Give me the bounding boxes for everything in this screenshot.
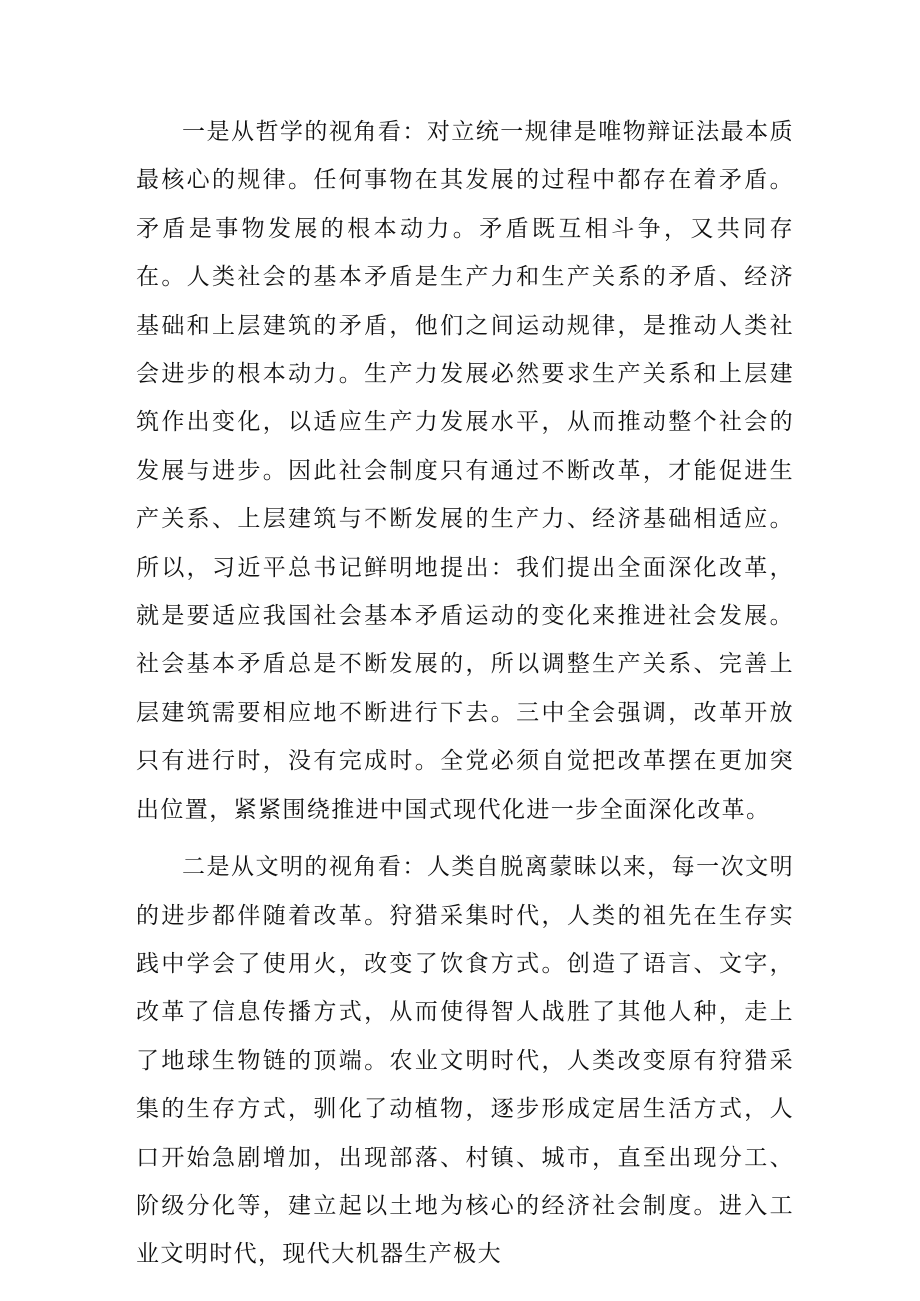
document-body: [136, 108, 794, 1279]
paragraph-civilization: 二是从文明的视角看：人类自脱离蒙昧以来，每一次文明的进步都伴随着改革。狩猎采集时代，人类的祖先在生存实践中学会了使用火，改变了饮食方式。创造了语言、文字，改革了信息传播方式，从而使得智人战胜了其他人种，走上了地球生物链的顶端。农业文明时代，人类改变原有狩猎采集的生存方式，驯化了动植物，逐步形成定居生活方式，人口开始急剧增加，出现部落、村镇、城市，直至出现分工、阶级分化等，建立起以土地为核心的经济社会制度。进入工业文明时代，现代大机器生产极大: [136, 854, 794, 1268]
paragraph-philosophy: 一是从哲学的视角看：对立统一规律是唯物辩证法最本质最核心的规律。任何事物在其发展的过程中都存在着矛盾。矛盾是事物发展的根本动力。矛盾既互相斗争，又共同存在。人类社会的基本矛盾是生产力和生产关系的矛盾、经济基础和上层建筑的矛盾，他们之间运动规律，是推动人类社会进步的根本动力。生产力发展必然要求生产关系和上层建筑作出变化，以适应生产力发展水平，从而推动整个社会的发展与进步。因此社会制度只有通过不断改革，才能促进生产关系、上层建筑与不断发展的生产力、经济基础相适应。所以，习近平总书记鲜明地提出：我们提出全面深化改革，就是要适应我国社会基本矛盾运动的变化来推进社会发展。社会基本矛盾总是不断发展的，所以调整生产关系、完善上层建筑需要相应地不断进行下去。三中全会强调，改革开放只有进行时，没有完成时。全党必须自觉把改革摆在更加突出位置，紧紧围绕推进中国式现代化进一步全面深化改革。: [136, 119, 794, 823]
